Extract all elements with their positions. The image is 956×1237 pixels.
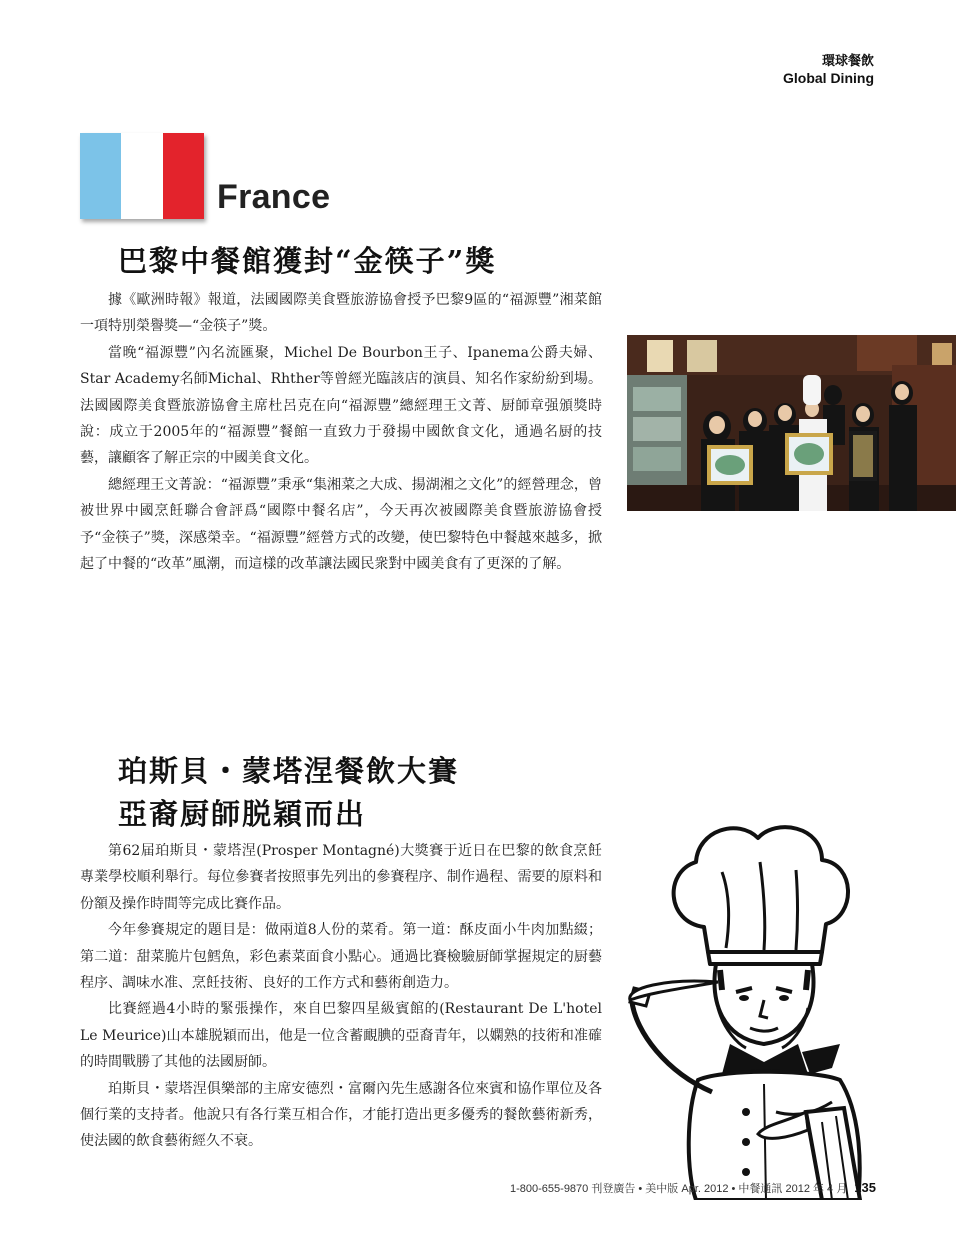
article1-paragraph: 據《歐洲時報》報道，法國國際美食暨旅游協會授予巴黎9區的“福源豐”湘菜館一項特別榮譽獎—“金筷子”獎。 <box>80 292 602 335</box>
article2-paragraph: 比賽經過4小時的緊張操作，來自巴黎四星級賓館的(Restaurant De L'hotel Le Meurice)山本雄脱穎而出，他是一位含蓄靦腆的亞裔青年，以嫻熟的技術和准確的時間戰勝了其他的法國厨師。 <box>80 1001 602 1071</box>
article1-paragraph: 總經理王文菁說：“福源豐”秉承“集湘菜之大成、揚湖湘之文化”的經營理念，曾被世界中國烹飪聯合會評爲“國際中餐名店”，今天再次被國際美食暨旅游協會授予“金筷子”獎，深感榮幸。“福源豐”經營方式的改變，使巴黎特色中餐越來越多，掀起了中餐的“改革”風潮，而這樣的改革讓法國民衆對中國美食有了更深的了解。 <box>80 476 602 573</box>
article2-headline-line2: 亞裔厨師脱穎而出 <box>118 797 367 831</box>
france-flag-icon <box>80 133 204 219</box>
article2-paragraph: 珀斯貝・蒙塔涅俱樂部的主席安德烈・富爾內先生感謝各位來賓和協作單位及各個行業的支持者。他說只有各行業互相合作，才能打造出更多優秀的餐飲藝術新秀，使法國的飲食藝術經久不衰。 <box>80 1080 602 1150</box>
footer-text: 1-800-655-9870 刊登廣告 • 美中版 Apr. 2012 • 中餐通訊 2012 年 4 月 <box>510 1183 848 1195</box>
section-title-en: Global Dining <box>783 70 874 86</box>
article1-paragraph: 當晚“福源豐”內名流匯聚，Michel De Bourbon王子、Ipanema公爵夫婦、Star Academy名師Michal、Rhther等曾經光臨該店的演員、知名作家紛紛到場。法國國際美食暨旅游協會主席杜呂克在向“福源豐”總經理王文菁、厨師章强頒獎時說：成立于2005年的“福源豐”餐館一直致力于發揚中國飲食文化，通過名厨的技藝，讓顧客了解正宗的中國美食文化。 <box>80 344 602 467</box>
article2-paragraph: 今年參賽規定的題目是：做兩道8人份的菜肴。第一道：酥皮面小牛肉加點綴；第二道：甜菜脆片包鱈魚，彩色素菜面食小點心。通過比賽檢驗厨師掌握規定的厨藝程序、調味水准、烹飪技術、良好的工作方式和藝術創造力。 <box>80 922 602 992</box>
article1-headline: 巴黎中餐館獲封“金筷子”獎 <box>118 244 497 278</box>
page-footer <box>510 1180 876 1196</box>
page-number: 135 <box>854 1180 876 1195</box>
section-title-cn: 環球餐飲 <box>821 54 874 69</box>
flag-white-stripe <box>121 133 162 219</box>
chef-illustration <box>626 812 882 1200</box>
award-ceremony-photo <box>627 335 956 511</box>
article2-paragraph: 第62届珀斯貝・蒙塔涅(Prosper Montagné)大獎賽于近日在巴黎的飲食烹飪專業學校順利舉行。每位參賽者按照事先列出的參賽程序、制作過程、需要的原料和份額及操作時間等完成比賽作品。 <box>80 843 602 912</box>
country-title: France <box>217 178 331 216</box>
article2-headline-line1: 珀斯貝・蒙塔涅餐飲大賽 <box>118 754 460 788</box>
article2-body <box>80 838 602 1155</box>
flag-blue-stripe <box>80 133 121 219</box>
flag-red-stripe <box>163 133 204 219</box>
article1-body <box>80 287 602 577</box>
